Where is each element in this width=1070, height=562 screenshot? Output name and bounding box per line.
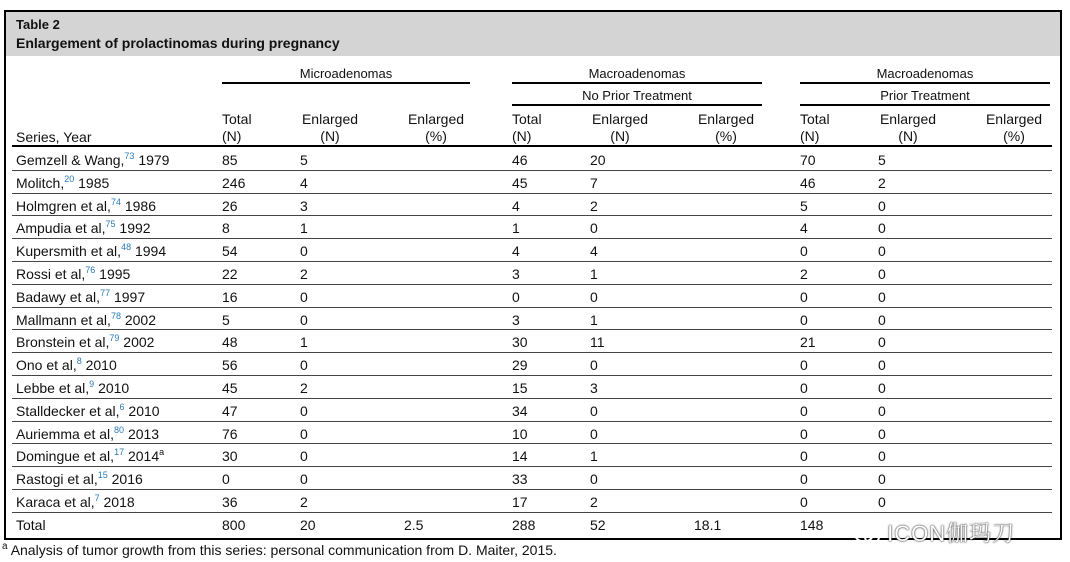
value-cell: 11 xyxy=(590,334,605,351)
reference: 48 xyxy=(121,242,132,253)
series-cell xyxy=(16,220,151,236)
value-cell: 46 xyxy=(800,174,816,191)
group-rule-micro xyxy=(222,82,470,84)
table-row xyxy=(6,285,1060,307)
author: Kupersmith et al, xyxy=(16,243,122,260)
value-cell: 34 xyxy=(512,402,528,419)
value-cell: 1 xyxy=(300,220,308,237)
value-cell: 0 xyxy=(878,471,886,488)
value-cell: 0 xyxy=(590,220,598,237)
year: 2010 xyxy=(128,402,160,419)
value-cell: 1 xyxy=(590,266,598,282)
value-cell: 7 xyxy=(590,174,598,191)
header-unit: (N) xyxy=(610,128,630,144)
series-cell xyxy=(16,334,154,350)
year: 2013 xyxy=(127,425,160,442)
total-value-cell: 800 xyxy=(222,516,246,533)
year: 2010 xyxy=(98,380,130,396)
value-cell: 46 xyxy=(512,152,528,168)
value-cell: 3 xyxy=(512,311,520,328)
total-value-cell: 148 xyxy=(800,516,824,533)
header-unit: (N) xyxy=(800,128,820,144)
header-label: Total xyxy=(800,111,830,127)
series-cell xyxy=(16,312,156,328)
table-row xyxy=(6,216,1060,238)
series-cell xyxy=(16,152,169,168)
value-cell: 0 xyxy=(590,425,598,442)
table-row xyxy=(6,376,1060,398)
value-cell: 3 xyxy=(590,380,598,396)
total-value-cell: 20 xyxy=(300,516,316,533)
header-label: Enlarged xyxy=(301,111,359,127)
header-bottom-rule xyxy=(12,145,1052,147)
value-cell: 36 xyxy=(222,494,238,510)
value-cell: 2 xyxy=(800,266,808,282)
series-cell xyxy=(16,403,160,419)
value-cell: 0 xyxy=(800,243,808,260)
series-cell xyxy=(16,471,143,487)
value-cell: 0 xyxy=(300,311,308,328)
series-cell xyxy=(16,266,130,282)
value-cell: 4 xyxy=(300,174,308,191)
header-prior-enlarged-pct xyxy=(980,111,1048,145)
value-cell: 2 xyxy=(300,380,308,396)
value-cell: 45 xyxy=(512,174,528,191)
year: 1986 xyxy=(124,197,156,214)
year: 2018 xyxy=(103,494,135,510)
header-unit: (%) xyxy=(425,128,447,144)
reference: 76 xyxy=(85,265,96,275)
value-cell: 33 xyxy=(512,471,528,488)
author: Stalldecker et al, xyxy=(16,402,120,419)
header-prior-enlarged-n xyxy=(874,111,942,145)
footnote-text: Analysis of tumor growth from this series: personal communication from D. Maiter, 2015. xyxy=(10,542,557,558)
author: Rastogi et al, xyxy=(16,471,98,488)
value-cell: 20 xyxy=(590,152,606,168)
value-cell: 17 xyxy=(512,494,528,510)
value-cell: 30 xyxy=(512,334,528,351)
header-unit: (%) xyxy=(715,128,737,144)
value-cell: 54 xyxy=(222,243,238,260)
header-noprior-enlarged-pct xyxy=(692,111,760,145)
value-cell: 0 xyxy=(590,402,598,419)
value-cell: 47 xyxy=(222,402,238,419)
header-unit: (N) xyxy=(320,128,340,144)
reference: 6 xyxy=(119,401,125,412)
table-row xyxy=(6,148,1060,170)
series-cell xyxy=(16,380,129,396)
table-row xyxy=(6,422,1060,444)
group-macro-noprior-sub: No Prior Treatment xyxy=(582,88,692,103)
series-cell xyxy=(16,448,164,464)
value-cell: 5 xyxy=(300,152,308,168)
header-noprior-enlarged-n xyxy=(586,111,654,145)
author: Holmgren et al, xyxy=(16,197,111,214)
author: Badawy et al, xyxy=(16,288,101,305)
group-rule-macro-prior-sub xyxy=(800,104,1050,106)
value-cell: 0 xyxy=(800,494,808,510)
author: Mallmann et al, xyxy=(16,311,111,328)
value-cell: 0 xyxy=(878,357,886,374)
value-cell: 0 xyxy=(878,425,886,442)
value-cell: 0 xyxy=(800,471,808,488)
table-row xyxy=(6,490,1060,512)
total-label: Total xyxy=(16,516,46,533)
value-cell: 0 xyxy=(878,402,886,419)
table-row xyxy=(6,330,1060,352)
value-cell: 1 xyxy=(512,220,520,237)
value-cell: 2 xyxy=(590,197,598,214)
value-cell: 45 xyxy=(222,380,238,396)
header-micro-total xyxy=(222,111,252,145)
value-cell: 0 xyxy=(878,448,886,465)
value-cell: 0 xyxy=(590,288,598,305)
table-row xyxy=(6,171,1060,193)
value-cell: 70 xyxy=(800,152,816,168)
series-cell xyxy=(16,289,145,305)
group-microadenomas: Microadenomas xyxy=(299,66,393,81)
reference: 15 xyxy=(97,470,108,481)
wechat-icon xyxy=(854,525,880,545)
value-cell: 8 xyxy=(222,220,230,237)
value-cell: 10 xyxy=(512,425,528,442)
author: Ono et al, xyxy=(16,357,77,374)
footnote-mark: a xyxy=(159,447,165,458)
value-cell: 85 xyxy=(222,152,238,168)
author: Domingue et al, xyxy=(16,448,115,465)
author: Bronstein et al, xyxy=(16,334,110,351)
value-cell: 21 xyxy=(800,334,816,351)
value-cell: 2 xyxy=(300,266,308,282)
table-title: Enlargement of prolactinomas during pregnancy xyxy=(16,35,340,51)
value-cell: 246 xyxy=(222,174,246,191)
group-macro-prior: Macroadenomas xyxy=(876,66,974,81)
series-cell xyxy=(16,175,109,191)
value-cell: 5 xyxy=(222,311,230,328)
table-title-bar xyxy=(6,12,1060,56)
year: 1994 xyxy=(134,243,167,260)
value-cell: 0 xyxy=(800,402,808,419)
table-row xyxy=(6,399,1060,421)
value-cell: 4 xyxy=(512,197,520,214)
value-cell: 0 xyxy=(800,311,808,328)
value-cell: 1 xyxy=(590,311,598,328)
table-label: Table 2 xyxy=(16,17,60,32)
value-cell: 56 xyxy=(222,357,238,374)
value-cell: 0 xyxy=(878,311,886,328)
value-cell: 0 xyxy=(800,380,808,396)
header-prior-total xyxy=(800,111,830,145)
value-cell: 0 xyxy=(300,425,308,442)
year: 1979 xyxy=(138,152,170,168)
author: Ampudia et al, xyxy=(16,220,106,237)
header-micro-enlarged-pct xyxy=(402,111,470,145)
total-value-cell: 288 xyxy=(512,516,536,533)
header-label: Enlarged xyxy=(591,111,649,127)
table-row xyxy=(6,353,1060,375)
footnote-mark: a xyxy=(2,541,8,552)
watermark-text: ICON伽玛刀 xyxy=(887,521,1016,546)
author: Lebbe et al, xyxy=(16,380,90,396)
total-value-cell: 2.5 xyxy=(404,516,424,533)
value-cell: 0 xyxy=(878,334,886,351)
value-cell: 2 xyxy=(590,494,598,510)
year: 1997 xyxy=(113,288,146,305)
value-cell: 48 xyxy=(222,334,238,351)
group-rule-macro-noprior-sub xyxy=(512,104,762,106)
header-unit: (%) xyxy=(1003,128,1025,144)
value-cell: 76 xyxy=(222,425,238,442)
series-cell xyxy=(16,426,159,442)
value-cell: 0 xyxy=(300,448,308,465)
reference: 17 xyxy=(114,447,125,458)
header-noprior-total xyxy=(512,111,542,145)
table-row xyxy=(6,308,1060,330)
reference: 79 xyxy=(109,333,120,344)
value-cell: 26 xyxy=(222,197,238,214)
value-cell: 29 xyxy=(512,357,528,374)
value-cell: 22 xyxy=(222,266,238,282)
year: 2014 xyxy=(127,448,160,465)
reference: 7 xyxy=(94,493,100,503)
table-row xyxy=(6,194,1060,216)
value-cell: 5 xyxy=(878,152,886,168)
author: Molitch, xyxy=(16,174,65,191)
header-unit: (N) xyxy=(512,128,532,144)
value-cell: 4 xyxy=(590,243,598,260)
value-cell: 5 xyxy=(800,197,808,214)
value-cell: 0 xyxy=(878,197,886,214)
year: 2016 xyxy=(111,471,143,488)
group-macro-prior-sub: Prior Treatment xyxy=(880,88,970,103)
header-label: Total xyxy=(222,111,252,127)
author: Karaca et al, xyxy=(16,494,95,510)
header-micro-enlarged-n xyxy=(296,111,364,145)
value-cell: 0 xyxy=(878,220,886,237)
reference: 78 xyxy=(110,310,121,321)
value-cell: 3 xyxy=(512,266,520,282)
value-cell: 14 xyxy=(512,448,528,465)
header-label: Enlarged xyxy=(407,111,465,127)
footnote xyxy=(2,542,557,558)
table-row xyxy=(6,444,1060,466)
header-label: Enlarged xyxy=(697,111,755,127)
reference: 9 xyxy=(89,379,95,389)
value-cell: 3 xyxy=(300,197,308,214)
header-label: Enlarged xyxy=(879,111,937,127)
series-cell xyxy=(16,243,166,259)
value-cell: 4 xyxy=(800,220,808,237)
group-rule-macro-noprior xyxy=(512,82,762,84)
header-unit: (N) xyxy=(898,128,918,144)
value-cell: 1 xyxy=(590,448,598,465)
reference: 80 xyxy=(114,424,125,435)
reference: 77 xyxy=(100,287,111,298)
table-frame xyxy=(4,10,1062,546)
value-cell: 15 xyxy=(512,380,528,396)
value-cell: 4 xyxy=(512,243,520,260)
year: 2010 xyxy=(85,357,117,374)
value-cell: 30 xyxy=(222,448,238,465)
value-cell: 0 xyxy=(512,288,520,305)
value-cell: 0 xyxy=(300,471,308,488)
author: Rossi et al, xyxy=(16,266,86,282)
value-cell: 0 xyxy=(300,243,308,260)
year: 1985 xyxy=(78,174,110,191)
table-row xyxy=(6,262,1060,284)
table-row xyxy=(6,239,1060,261)
reference: 20 xyxy=(64,173,75,184)
reference: 75 xyxy=(105,219,116,230)
series-cell xyxy=(16,198,156,214)
value-cell: 16 xyxy=(222,288,238,305)
value-cell: 0 xyxy=(800,448,808,465)
value-cell: 0 xyxy=(878,288,886,305)
value-cell: 0 xyxy=(800,357,808,374)
header-unit: (N) xyxy=(222,128,242,144)
value-cell: 0 xyxy=(800,425,808,442)
value-cell: 2 xyxy=(878,174,886,191)
value-cell: 2 xyxy=(300,494,308,510)
value-cell: 0 xyxy=(300,357,308,374)
header-series-year: Series, Year xyxy=(16,129,92,145)
series-cell xyxy=(16,494,135,510)
reference: 73 xyxy=(124,151,135,161)
value-cell: 0 xyxy=(590,471,598,488)
header-label: Total xyxy=(512,111,542,127)
author: Gemzell & Wang, xyxy=(16,152,125,168)
value-cell: 0 xyxy=(800,288,808,305)
reference: 8 xyxy=(76,356,82,367)
value-cell: 0 xyxy=(878,243,886,260)
total-value-cell: 18.1 xyxy=(694,516,722,533)
year: 1992 xyxy=(119,220,151,237)
total-value-cell: 52 xyxy=(590,516,606,533)
watermark xyxy=(854,517,1015,548)
year: 2002 xyxy=(123,334,155,351)
year: 2002 xyxy=(124,311,156,328)
value-cell: 0 xyxy=(300,288,308,305)
year: 1995 xyxy=(99,266,131,282)
value-cell: 0 xyxy=(878,266,886,282)
group-macro-noprior: Macroadenomas xyxy=(588,66,686,81)
value-cell: 0 xyxy=(878,494,886,510)
header-label: Enlarged xyxy=(985,111,1043,127)
value-cell: 0 xyxy=(222,471,230,488)
value-cell: 0 xyxy=(300,402,308,419)
reference: 74 xyxy=(110,196,121,207)
table-row xyxy=(6,467,1060,489)
value-cell: 0 xyxy=(590,357,598,374)
value-cell: 1 xyxy=(300,334,308,351)
author: Auriemma et al, xyxy=(16,425,115,442)
group-rule-macro-prior xyxy=(800,82,1050,84)
value-cell: 0 xyxy=(878,380,886,396)
series-cell xyxy=(16,357,117,373)
